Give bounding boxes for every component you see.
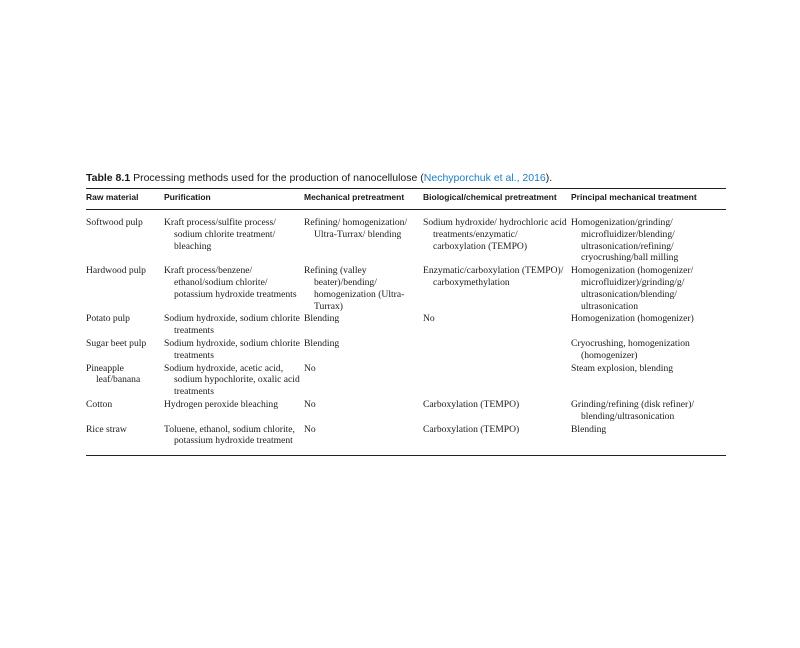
table-cell: Grinding/refining (disk refiner)/ blending/ultrasonication [571,398,695,422]
table-cell: Blending [571,424,726,456]
table-cell: No [304,362,316,374]
table-cell: Cryocrushing, homogenization (homogenizer) [571,337,690,361]
table-cell: No [423,313,435,325]
table-cell: Cotton [86,398,113,410]
table-row [86,424,726,456]
table-cell: Sodium hydroxide, acetic acid, sodium hypochlorite, oxalic acid treatments [164,362,300,398]
table-cell: Homogenization/grinding/ microfluidizer/blending/ ultrasonication/refining/ cryocrushing/ball milling [571,217,679,264]
table-cell: Hydrogen peroxide bleaching [164,398,279,410]
table-cell [423,338,571,363]
table-row [86,338,726,363]
table-cell: Blending [304,337,340,349]
table-cell: Toluene, ethanol, sodium chlorite, potassium hydroxide treatment [164,424,304,456]
table-cell: Homogenization (homogenizer/ microfluidizer)/grinding/g/ ultrasonication/blending/ ultrasonication [571,265,694,312]
citation-link[interactable]: Nechyporchuk et al., 2016 [423,172,546,184]
processing-methods-table [86,188,726,456]
table-row [86,399,726,424]
table-cell: Blending [304,313,340,325]
table-cell: Carboxylation (TEMPO) [423,424,571,456]
table-container [86,172,726,456]
table-cell: Sodium hydroxide/ hydrochloric acid treatments/enzymatic/ carboxylation (TEMPO) [423,217,567,252]
table-cell: Kraft process/sulfite process/ sodium chlorite treatment/ bleaching [164,217,276,252]
table-cell: Sugar beet pulp [86,337,147,349]
table-cell: Pineapple leaf/banana [86,362,141,386]
column-header: Raw material [86,189,164,210]
column-header: Mechanical pretreatment [304,189,423,210]
table-cell: Sodium hydroxide, sodium chlorite treatments [164,313,300,337]
table-row [86,313,726,338]
table-cell: Steam explosion, blending [571,362,674,374]
table-row [86,265,726,313]
table-cell: Kraft process/benzene/ ethanol/sodium chlorite/ potassium hydroxide treatments [164,265,297,300]
table-cell: Softwood pulp [86,217,143,228]
table-cell: No [304,398,316,410]
caption-suffix: ). [545,172,553,184]
table-cell [423,363,571,399]
table-row [86,363,726,399]
table-row [86,210,726,266]
caption-text: Processing methods used for the production of nanocellulose ( [133,172,424,184]
header-row [86,189,726,210]
table-cell: Carboxylation (TEMPO) [423,398,520,410]
table-cell: Refining (valley beater)/bending/ homogenization (Ultra-Turrax) [304,265,405,312]
table-label: Table 8.1 [86,172,131,184]
column-header: Biological/chemical pretreatment [423,189,571,210]
table-cell: Refining/ homogenization/ Ultra-Turrax/ blending [304,217,408,240]
table-caption [86,172,726,184]
table-cell: Rice straw [86,424,164,456]
table-cell: Potato pulp [86,313,130,325]
table-cell: Hardwood pulp [86,265,146,277]
table-cell: No [304,424,423,456]
table-cell: Enzymatic/carboxylation (TEMPO)/ carboxymethylation [423,265,564,288]
table-cell: Homogenization (homogenizer) [571,313,694,325]
table-cell: Sodium hydroxide, sodium chlorite treatments [164,337,300,361]
column-header: Principal mechanical treatment [571,189,726,210]
column-header: Purification [164,189,304,210]
